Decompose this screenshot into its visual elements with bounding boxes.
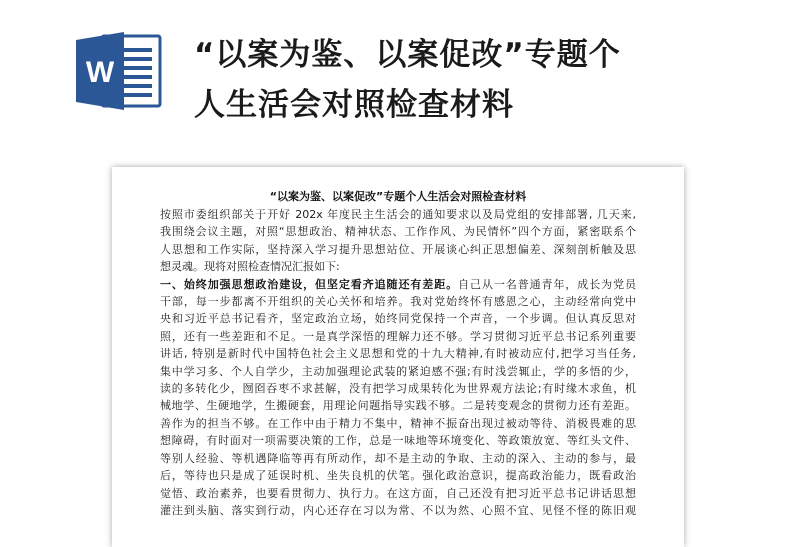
doc-line: 灌注到头脑、落实到行动，内心还存在习以为常、不以为然、心照不宜、见怪不怪的陈旧观: [160, 503, 636, 517]
doc-section-heading-line: [160, 276, 636, 293]
page-title-line-1: “以案为鉴、以案促改”专题个: [194, 37, 621, 73]
doc-line: 想灵魂。现将对照检查情况汇报如下:: [160, 260, 340, 274]
doc-line: 集中学习多、个人自学少，主动加强理论武装的紧迫感不强;有时浅尝辄止，学的多悟的少，: [160, 364, 636, 378]
page-title-line-2: 人生活会对照检查材料: [194, 87, 514, 123]
doc-line: 央和习近平总书记看齐，坚定政治立场，始终同党保持一个声音，一个步调。但认真反思对: [160, 312, 636, 326]
doc-line: 读的多转化少，囫囵吞枣不求甚解，没有把学习成果转化为世界观方法论;有时缘木求鱼，机: [160, 382, 636, 396]
doc-line: 械地学、生硬地学，生搬硬套，用理论问题指导实践不够。二是转变观念的贯彻力还有差距。: [160, 399, 636, 413]
doc-section-heading-rest: 自己从一名普通青年，成长为党员: [458, 277, 636, 291]
doc-section-heading: 一、始终加强思想政治建设，但坚定看齐追随还有差距。: [160, 277, 459, 291]
document-title: “以案为鉴、以案促改”专题个人生活会对照检查材料: [269, 190, 527, 203]
word-document-icon: [74, 30, 162, 112]
doc-line: 觉悟、政治素养，也要看贯彻力、执行力。在这方面，自己还没有把习近平总书记讲话思想: [160, 486, 636, 500]
doc-line: 照，还有一些差距和不足。一是真学深悟的理解力还不够。学习贯彻习近平总书记系列重要: [160, 329, 636, 343]
doc-line: 讲话, 特别是新时代中国特色社会主义思想和党的十九大精神,有时被动应付,把学习当任务,: [160, 347, 636, 361]
word-icon-letter: W: [85, 56, 115, 89]
doc-line: 善作为的担当不够。在工作中由于精力不集中，精神不振奋出现过被动等待、消极畏难的思: [160, 416, 636, 430]
document-preview: [112, 167, 684, 547]
page-title: [194, 30, 774, 130]
doc-line: 我围绕会议主题，对照“思想政治、精神状态、工作作风、为民情怀”四个方面，紧密联系个: [160, 225, 636, 239]
doc-line: 后，等待也只是成了延误时机、坐失良机的伏笔。强化政治意识，提高政治能力，既看政治: [160, 469, 636, 483]
document-body: [160, 189, 636, 519]
doc-line: 干部，每一步都离不开组织的关心关怀和培养。我对党始终怀有感恩之心，主动经常向党中: [160, 295, 636, 309]
doc-line: 按照市委组织部关于开好 202x 年度民主生活会的通知要求以及局党组的安排部署, 几天来,: [160, 208, 636, 221]
doc-line: 想障碍，有时面对一项需要决策的工作，总是一味地等环境变化、等政策放宽、等红头文件、: [160, 434, 636, 448]
doc-line: 等别人经验、等机遇降临等再有所动作，却不是主动的争取、主动的深入、主动的参与，最: [160, 451, 636, 465]
doc-line: 人思想和工作实际，坚持深入学习提升思想站位、开展谈心纠正思想偏差、深刻剖析触及思: [160, 242, 636, 256]
